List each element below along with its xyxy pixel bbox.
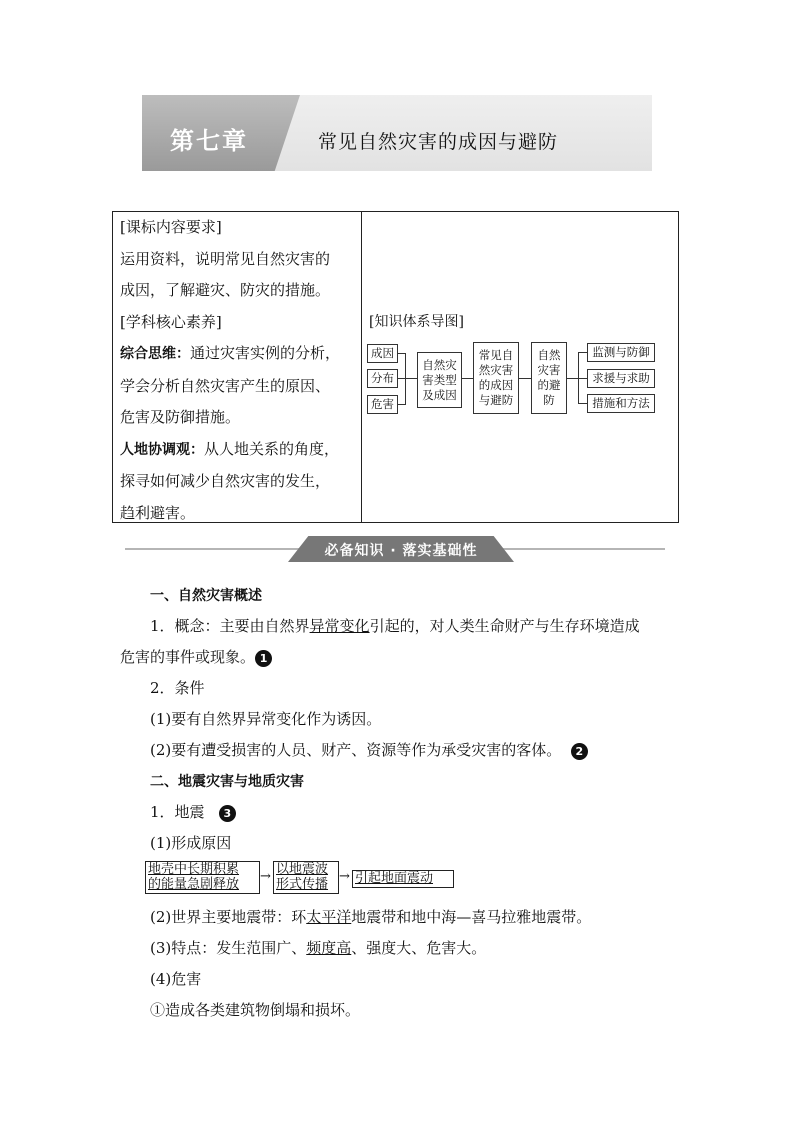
features: (3)特点：发生范围广、频度高、强度大、危害大。	[150, 939, 487, 957]
earthquake-heading: 1．地震 3	[150, 801, 236, 822]
mindmap-left-item: 分布	[367, 369, 398, 388]
section-heading-1: 一、自然灾害概述	[150, 588, 262, 604]
concept-line-cont: 危害的事件或现象。 1	[120, 646, 272, 667]
section-heading-2: 二、地震灾害与地质灾害	[150, 774, 304, 790]
connector	[519, 378, 531, 379]
harm-heading: (4)危害	[150, 970, 202, 988]
condition-2: (2)要有遭受损害的人员、财产、资源等作为承受灾害的客体。 2	[150, 739, 588, 760]
marker-1: 1	[255, 650, 272, 667]
core-heading: [学科核心素养]	[120, 312, 222, 331]
requirements-column	[120, 212, 358, 529]
connector	[462, 378, 473, 379]
flow-step-1: 地壳中长期积累 的能量急剧释放	[145, 861, 260, 894]
flow-step-2: 以地震波 形式传播	[273, 861, 339, 894]
core-line: 人地协调观：从人地关系的角度，	[120, 439, 340, 458]
mindmap-right-item: 求援与求助	[587, 369, 655, 388]
mindmap-right-item: 措施和方法	[587, 394, 655, 413]
marker-3: 3	[219, 805, 236, 822]
mindmap-label: [知识体系导图]	[369, 314, 464, 330]
harm-item-1: ①造成各类建筑物倒塌和损坏。	[150, 1001, 361, 1019]
mindmap-right-item: 监测与防御	[587, 343, 655, 362]
condition-1: (1)要有自然界异常变化作为诱因。	[150, 710, 382, 728]
connector	[578, 403, 587, 404]
arrow-icon: →	[339, 869, 350, 884]
connector	[398, 378, 417, 379]
chapter-number: 第七章	[170, 127, 248, 155]
concept-line: 1．概念：主要由自然界异常变化引起的，对人类生命财产与生存环境造成	[150, 617, 640, 635]
seismic-belts: (2)世界主要地震带：环太平洋地震带和地中海—喜马拉雅地震带。	[150, 908, 592, 926]
condition-heading: 2．条件	[150, 679, 205, 697]
mindmap-left-item: 成因	[367, 344, 398, 363]
mindmap-left-item: 危害	[367, 395, 398, 414]
mindmap-box-types: 自然灾 害类型 及成因	[417, 352, 462, 408]
connector	[398, 404, 405, 405]
human-label: 人地协调观：	[120, 441, 204, 458]
core-line: 探寻如何减少自然灾害的发生，	[120, 472, 331, 490]
connector	[398, 353, 405, 354]
marker-2: 2	[571, 743, 588, 760]
connector	[405, 353, 406, 405]
cause-heading: (1)形成原因	[150, 834, 232, 852]
req-line: 运用资料，说明常见自然灾害的	[120, 249, 331, 268]
think-label: 综合思维：	[120, 346, 190, 362]
core-line: 危害及防御措施。	[120, 408, 241, 426]
mindmap-box-central: 常见自 然灾害 的成因 与避防	[473, 342, 519, 414]
connector	[578, 352, 587, 353]
mindmap-box-avoid: 自然 灾害 的避 防	[531, 342, 567, 414]
chapter-title: 常见自然灾害的成因与避防	[318, 131, 559, 153]
section-banner-text: 必备知识 · 落实基础性	[324, 543, 478, 559]
core-line: 综合思维：通过灾害实例的分析，	[120, 344, 341, 362]
core-line: 趋利避害。	[120, 503, 196, 522]
table-divider	[361, 211, 362, 523]
flow-step-3: 引起地面震动	[352, 870, 454, 888]
req-heading: [课标内容要求]	[120, 218, 222, 236]
connector	[578, 378, 587, 379]
core-line: 学会分析自然灾害产生的原因、	[120, 376, 331, 395]
arrow-icon: →	[260, 869, 271, 884]
req-line: 成因，了解避灾、防灾的措施。	[120, 281, 331, 299]
connector	[567, 378, 578, 379]
